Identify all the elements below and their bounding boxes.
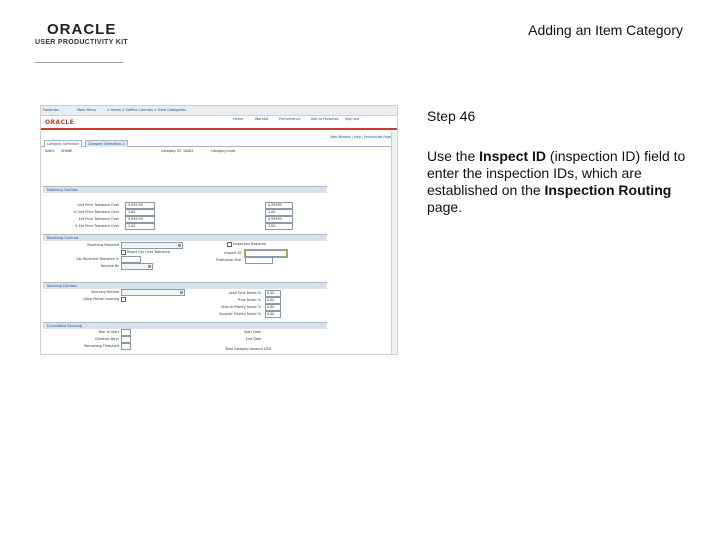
section-matching-controls[interactable]: Matching Controls <box>43 186 327 193</box>
inspect-id-label: Inspect ID <box>224 251 241 255</box>
step-bold-inspect-id: Inspect ID <box>479 148 547 164</box>
category-id-value: 10002 <box>183 149 194 153</box>
section-sourcing-controls[interactable]: Sourcing Controls <box>43 282 327 289</box>
receive-by-label: Receive By <box>100 264 119 268</box>
unit-price-tolerance-label: Unit Price Tolerance Over <box>77 203 119 207</box>
pct-ext-price-tolerance-field[interactable]: 2.00 <box>125 223 155 230</box>
logo-oracle-text: ORACLE <box>47 21 117 38</box>
breadcrumb-bar <box>41 106 397 116</box>
price-factor-field[interactable]: 0.00 <box>265 297 281 304</box>
inspection-required-checkbox[interactable] <box>227 242 232 247</box>
application-screenshot <box>40 105 398 355</box>
sourcing-method-label: Sourcing Method <box>91 290 119 294</box>
pct-unit-price-tolerance-under-field[interactable]: 1.00 <box>265 209 293 216</box>
duration-days-field[interactable] <box>121 336 131 343</box>
start-date-label: Start Date <box>244 330 261 334</box>
duration-days-label: Duration Days <box>95 337 119 341</box>
oracle-upk-logo <box>35 22 128 46</box>
lead-time-factor-label: Lead Time Factor % <box>228 291 261 295</box>
qty-received-tolerance-field[interactable] <box>121 256 141 263</box>
sourcing-method-select[interactable] <box>121 289 185 296</box>
ship-to-priority-factor-field[interactable]: 0.00 <box>265 304 281 311</box>
section-receiving-controls[interactable]: Receiving Controls <box>43 234 327 241</box>
inspection-required-label: Inspection Required <box>233 242 266 246</box>
setid-label: SetID: <box>45 149 56 153</box>
page-title: Adding an Item Category <box>528 22 683 38</box>
breadcrumb-favorites[interactable]: Favorites <box>43 108 59 112</box>
vertical-scrollbar[interactable] <box>391 132 397 354</box>
step-bold-inspection-routing: Inspection Routing <box>544 182 672 198</box>
remaining-threshold-field[interactable] <box>121 343 131 350</box>
logo-divider <box>35 62 123 63</box>
ship-to-priority-factor-label: Ship to Priority Factor % <box>221 305 261 309</box>
ext-price-tolerance-label: Ext Price Tolerance Over <box>78 217 119 221</box>
breadcrumb-main-menu[interactable]: Main Menu <box>77 108 97 112</box>
pct-unit-price-tolerance-field[interactable]: 1.00 <box>125 209 155 216</box>
step-text-3: page. <box>427 199 463 215</box>
allow-partial-sourcing-label: Allow Partial Sourcing <box>83 297 119 301</box>
app-header <box>41 116 397 130</box>
pct-ext-price-tolerance-under-field[interactable]: 2.00 <box>265 223 293 230</box>
tab-category-definitions-2[interactable]: Category Definitions 2 <box>85 140 128 147</box>
receive-by-select[interactable] <box>121 263 153 270</box>
step-text-2: (inspection ID) field to enter the inspection IDs, which are established on the <box>427 148 686 198</box>
nav-sign-out[interactable]: Sign out <box>345 117 360 121</box>
section-cumulative-sourcing[interactable]: Cumulative Sourcing <box>43 322 327 329</box>
allow-partial-sourcing-checkbox[interactable] <box>121 297 126 302</box>
pct-unit-price-tolerance-label: % Unit Price Tolerance Over <box>73 210 119 214</box>
inspect-id-field[interactable] <box>245 250 287 257</box>
supplier-priority-factor-label: Supplier Priority Factor % <box>219 312 261 316</box>
mini-oracle-logo: ORACLE <box>45 119 75 126</box>
reject-qty-over-tolerance-label: Reject Qty Over Tolerance <box>127 250 170 254</box>
year-to-start-field[interactable] <box>121 329 131 336</box>
end-date-label: End Date <box>245 337 261 341</box>
production-run-field[interactable] <box>245 257 273 264</box>
nav-worklist[interactable]: Worklist <box>255 117 269 121</box>
remaining-threshold-label: Remaining Threshold <box>84 344 119 348</box>
category-label: Category: <box>211 149 227 153</box>
year-to-start-label: Year to Start <box>98 330 119 334</box>
step-number: Step 46 <box>427 108 476 124</box>
category-id-label: Category ID: <box>161 149 182 153</box>
pct-ext-price-tolerance-label: % Ext Price Tolerance Over <box>74 224 119 228</box>
nav-add-favorites[interactable]: Add to Favorites <box>311 117 339 121</box>
logo-subtitle: USER PRODUCTIVITY KIT <box>35 39 128 46</box>
setid-value: SHARE <box>61 149 73 153</box>
breadcrumb-path[interactable]: > Items > Define Controls > Item Categories <box>107 108 187 112</box>
qty-received-tolerance-label: Qty Received Tolerance % <box>76 257 119 261</box>
receiving-required-label: Receiving Required <box>87 243 119 247</box>
reject-qty-over-tolerance-checkbox[interactable] <box>121 250 126 255</box>
ext-price-tolerance-field[interactable]: 9,999.99 <box>125 216 155 223</box>
price-factor-label: Price Factor % <box>237 298 261 302</box>
lead-time-factor-field[interactable]: 0.00 <box>265 290 281 297</box>
receiving-required-select[interactable] <box>121 242 183 249</box>
supplier-priority-factor-field[interactable]: 0.00 <box>265 311 281 318</box>
nav-performance[interactable]: Performance <box>279 117 301 121</box>
step-text-1: Use the <box>427 148 480 164</box>
page-links[interactable]: New Window | Help | Personalize Page <box>330 135 391 139</box>
total-category-amount-label: Total Category Amount USD <box>225 347 271 351</box>
category-value: Code <box>227 149 236 153</box>
production-run-label: Production Run <box>216 258 241 262</box>
tab-category-definition[interactable]: Category Definition <box>44 140 82 147</box>
nav-home[interactable]: Home <box>233 117 244 121</box>
step-instructions <box>427 148 689 216</box>
ext-price-tolerance-under-field[interactable]: 0.99999 <box>265 216 293 223</box>
unit-price-tolerance-under-field[interactable]: 0.99999 <box>265 202 293 209</box>
unit-price-tolerance-field[interactable]: 9,999.99 <box>125 202 155 209</box>
